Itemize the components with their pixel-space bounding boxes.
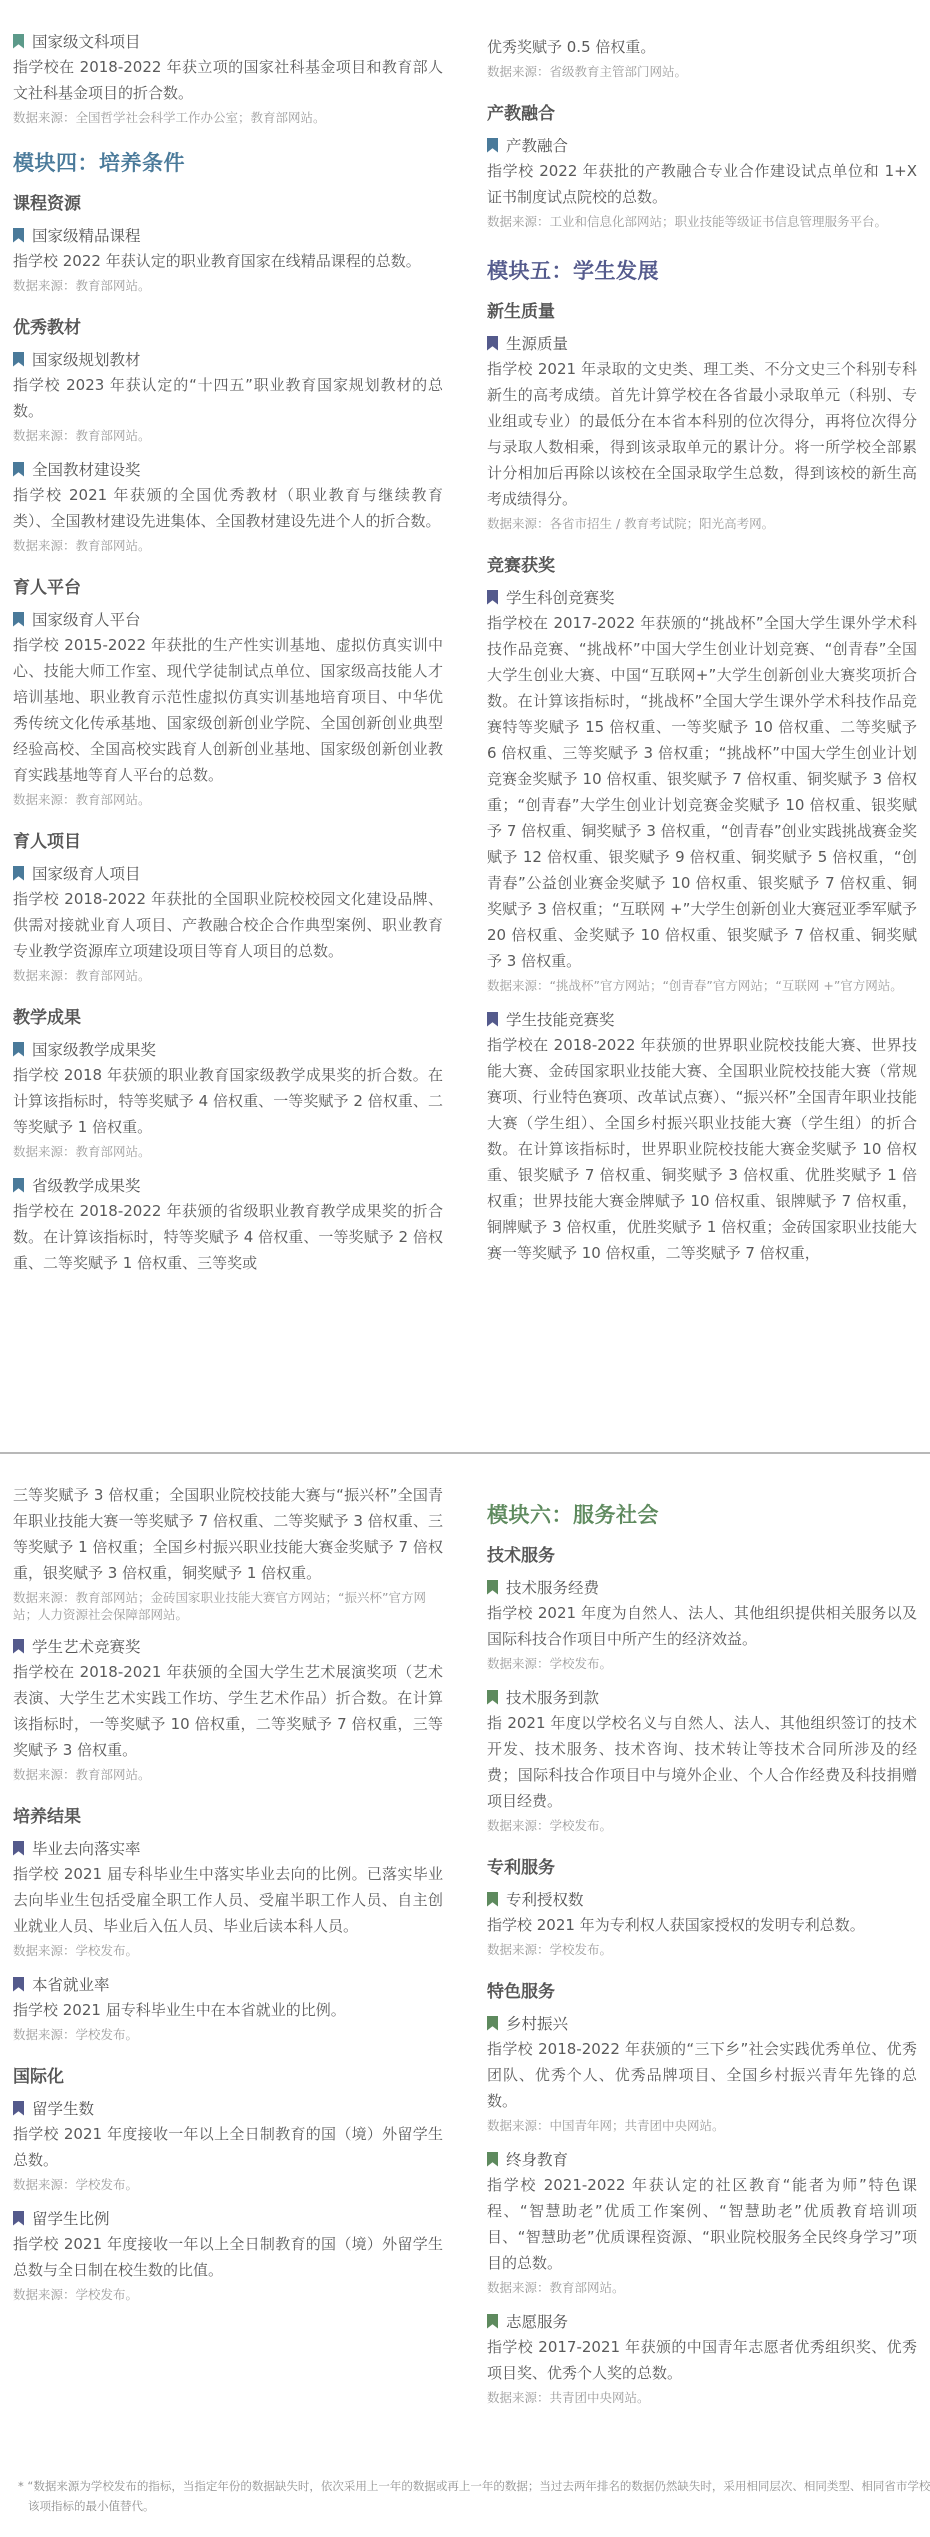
bookmark-icon: [13, 2101, 24, 2116]
bookmark-icon: [487, 1892, 498, 1907]
section-title: 育人项目: [13, 832, 81, 852]
indicator-name: 留学生数: [32, 2100, 95, 2118]
bottom-right-column: [487, 1474, 917, 2418]
indicator-source: 数据来源：学校发布。: [13, 2287, 139, 2302]
indicator-name: 省级教学成果奖: [32, 1177, 141, 1195]
bookmark-icon: [13, 866, 24, 881]
bookmark-icon: [13, 1042, 24, 1057]
indicator: [487, 1886, 917, 1958]
indicator-source: 数据来源：工业和信息化部网站；职业技能等级证书信息管理服务平台。: [487, 214, 888, 229]
section-title: 国际化: [13, 2067, 64, 2087]
indicator: [487, 2010, 917, 2134]
indicator-source: 数据来源：学校发布。: [487, 1818, 613, 1833]
indicator-desc: 指学校 2018-2022 年获颁的“三下乡”社会实践优秀单位、优秀团队、优秀个人、优秀品牌项目、全国乡村振兴青年先锋的总数。: [487, 2040, 917, 2110]
indicator-desc-continued: 优秀奖赋予 0.5 倍权重。: [487, 38, 656, 56]
indicator-name: 生源质量: [506, 335, 569, 353]
indicator-name: 技术服务到款: [506, 1689, 600, 1707]
indicator: [13, 1633, 443, 1783]
indicator-name: 产教融合: [506, 137, 569, 155]
section-title: 培养结果: [13, 1807, 81, 1827]
indicator-source: 数据来源：共青团中央网站。: [487, 2390, 650, 2405]
indicator: [13, 222, 443, 294]
indicator-desc: 指学校 2021 年录取的文史类、理工类、不分文史三个科别专科新生的高考成绩。首先计算学校在各省最小录取单元（科别、专业组或专业）的最低分在本省本科别的位次得分，再将位次得分与录取人数相乘，得到该录取单元的累计分。将一所学校全部累计分相加后再除以该校在全国录取学生总数，得到该校的新生高考成绩得分。: [487, 360, 917, 508]
section-title: 新生质量: [487, 302, 555, 322]
indicator-desc: 指学校在 2017-2022 年获颁的“挑战杯”全国大学生课外学术科技作品竞赛、“挑战杯”中国大学生创业计划竞赛、“创青春”全国大学生创业大赛、中国“互联网+”大学生创新创业大赛奖项折合数。在计算该指标时，“挑战杯”全国大学生课外学术科技作品竞赛特等奖赋予 15 倍权重、一等奖赋予 10 倍权重、二等奖赋予 6 倍权重、三等奖赋予 3 倍权重；“挑战杯”中国大学生创业计划竞赛金奖赋予 10 倍权重、银奖赋予 7 倍权重、铜奖赋予 3 倍权重；“创青春”大学生创业计划竞赛金奖赋予 10 倍权重、银奖赋予 7 倍权重、铜奖赋予 3 倍权重，“创青春”创业实践挑战赛金奖赋予 12 倍权重、银奖赋予 9 倍权重、铜奖赋予 5 倍权重，“创青春”公益创业赛金奖赋予 10 倍权重、银奖赋予 7 倍权重、铜奖赋予 3 倍权重；“互联网 +”大学生创新创业大赛冠亚季军赋予 20 倍权重、金奖赋予 10 倍权重、银奖赋予 7 倍权重、铜奖赋予 3 倍权重。: [487, 614, 917, 970]
indicator-desc: 指学校在 2018-2022 年获立项的国家社科基金项目和教育部人文社科基金项目的折合数。: [13, 58, 443, 102]
indicator-source: 数据来源：教育部网站。: [13, 1144, 151, 1159]
indicator-name: 乡村振兴: [506, 2015, 569, 2033]
indicator: [13, 456, 443, 554]
indicator-source: 数据来源：教育部网站。: [13, 792, 151, 807]
bookmark-icon: [13, 34, 24, 49]
indicator-desc: 指学校 2021 届专科毕业生中在本省就业的比例。: [13, 2001, 346, 2019]
indicator-desc: 指学校 2021 年获颁的全国优秀教材（职业教育与继续教育类）、全国教材建设先进集体、全国教材建设先进个人的折合数。: [13, 486, 443, 530]
bookmark-icon: [13, 462, 24, 477]
indicator-name: 毕业去向落实率: [32, 1840, 141, 1858]
bookmark-icon: [487, 138, 498, 153]
indicator-desc: 指学校 2021 年度接收一年以上全日制教育的国（境）外留学生总数与全日制在校生数的比值。: [13, 2235, 443, 2279]
bookmark-icon: [487, 1012, 498, 1027]
bookmark-icon: [487, 1690, 498, 1705]
indicator-name: 学生科创竞赛奖: [506, 589, 615, 607]
indicator: [13, 2095, 443, 2193]
indicator-name: 国家级教学成果奖: [32, 1041, 157, 1059]
indicator: [487, 1574, 917, 1672]
indicator-desc: 指学校 2022 年获认定的职业教育国家在线精品课程的总数。: [13, 252, 421, 270]
bottom-left-column: [13, 1474, 443, 2315]
bookmark-icon: [13, 612, 24, 627]
module-title-4: 模块四：培养条件: [13, 151, 185, 175]
indicator-desc: 指学校 2023 年获认定的“十四五”职业教育国家规划教材的总数。: [13, 376, 443, 420]
indicator: [13, 606, 443, 808]
indicator-desc: 指学校在 2018-2022 年获颁的世界职业院校技能大赛、世界技能大赛、金砖国家职业技能大赛、全国职业院校技能大赛（常规赛项、行业特色赛项、改革试点赛）、“振兴杯”全国青年职业技能大赛（学生组）、全国乡村振兴职业技能大赛（学生组）的折合数。在计算该指标时，世界职业院校技能大赛金奖赋予 10 倍权重、银奖赋予 7 倍权重、铜奖赋予 3 倍权重、优胜奖赋予 1 倍权重；世界技能大赛金牌赋予 10 倍权重、银牌赋予 7 倍权重，铜牌赋予 3 倍权重，优胜奖赋予 1 倍权重；金砖国家职业技能大赛一等奖赋予 10 倍权重，二等奖赋予 7 倍权重，: [487, 1036, 917, 1262]
indicator-name: 全国教材建设奖: [32, 461, 141, 479]
indicator-source: 数据来源：教育部网站。: [13, 968, 151, 983]
indicator-desc: 指学校 2021-2022 年获认定的社区教育“能者为师”特色课程、“智慧助老”优质工作案例、“智慧助老”优质教育培训项目、“智慧助老”优质课程资源、“职业院校服务全民终身学习”项目的总数。: [487, 2176, 917, 2272]
indicator: [13, 1835, 443, 1959]
bookmark-icon: [13, 1178, 24, 1193]
indicator: [487, 132, 917, 230]
indicator-name: 国家级精品课程: [32, 227, 141, 245]
indicator-source: 数据来源：省级教育主管部门网站。: [487, 64, 688, 79]
indicator: [487, 1006, 917, 1266]
indicator-source: 数据来源：学校发布。: [487, 1942, 613, 1957]
top-left-column: [13, 28, 443, 1288]
indicator-desc: 指学校 2015-2022 年获批的生产性实训基地、虚拟仿真实训中心、技能大师工作室、现代学徒制试点单位、国家级高技能人才培训基地、职业教育示范性虚拟仿真实训基地培育项目、中华优秀传统文化传承基地、国家级创新创业学院、全国创新创业典型经验高校、全国高校实践育人创新创业基地、国家级创新创业教育实践基地等育人平台的总数。: [13, 636, 443, 784]
indicator-source: 数据来源：学校发布。: [13, 2177, 139, 2192]
bookmark-icon: [13, 1977, 24, 1992]
indicator-desc: 指学校 2018-2022 年获批的全国职业院校校园文化建设品牌、供需对接就业育人项目、产教融合校企合作典型案例、职业教育专业教学资源库立项建设项目等育人项目的总数。: [13, 890, 443, 960]
indicator-name: 志愿服务: [506, 2313, 569, 2331]
indicator-name: 国家级文科项目: [32, 33, 141, 51]
indicator-name: 国家级规划教材: [32, 351, 141, 369]
indicator-source: 数据来源：各省市招生 / 教育考试院；阳光高考网。: [487, 516, 775, 531]
bookmark-icon: [487, 1580, 498, 1595]
section-title: 优秀教材: [13, 318, 81, 338]
indicator-source: 数据来源：教育部网站；金砖国家职业技能大赛官方网站；“振兴杯”官方网站；人力资源社会保障部网站。: [13, 1590, 426, 1622]
section-title: 育人平台: [13, 578, 81, 598]
indicator-name: 技术服务经费: [506, 1579, 600, 1597]
top-right-column: [487, 28, 917, 1278]
indicator-source: 数据来源：教育部网站。: [487, 2280, 625, 2295]
indicator-desc: 指 2021 年度以学校名义与自然人、法人、其他组织签订的技术开发、技术服务、技术咨询、技术转让等技术合同所涉及的经费；国际科技合作项目中与境外企业、个人合作经费及科技捐赠项目经费。: [487, 1714, 917, 1810]
indicator: [487, 584, 917, 994]
indicator-name: 专利授权数: [506, 1891, 584, 1909]
indicator-source: 数据来源：全国哲学社会科学工作办公室；教育部网站。: [13, 110, 326, 125]
indicator: [13, 1172, 443, 1276]
indicator-desc: 指学校 2021 年度为自然人、法人、其他组织提供相关服务以及国际科技合作项目中所产生的经济效益。: [487, 1604, 917, 1648]
indicator-name: 终身教育: [506, 2151, 569, 2169]
section-title: 技术服务: [487, 1546, 555, 1566]
indicator-name: 国家级育人平台: [32, 611, 141, 629]
indicator-desc: 指学校 2021 年为专利权人获国家授权的发明专利总数。: [487, 1916, 865, 1934]
section-title: 竞赛获奖: [487, 556, 555, 576]
indicator-name: 本省就业率: [32, 1976, 110, 1994]
indicator: [487, 2308, 917, 2406]
indicator-source: 数据来源：教育部网站。: [13, 278, 151, 293]
section-title: 专利服务: [487, 1858, 555, 1878]
indicator-desc: 指学校在 2018-2021 年获颁的全国大学生艺术展演奖项（艺术表演、大学生艺术实践工作坊、学生艺术作品）折合数。在计算该指标时，一等奖赋予 10 倍权重，二等奖赋予 7 倍权重，三等奖赋予 3 倍权重。: [13, 1663, 443, 1759]
section-title: 产教融合: [487, 104, 555, 124]
indicator-desc: 指学校 2021 届专科毕业生中落实毕业去向的比例。已落实毕业去向毕业生包括受雇全职工作人员、受雇半职工作人员、自主创业就业人员、毕业后入伍人员、毕业后读本科人员。: [13, 1865, 443, 1935]
footnote: * “数据来源为学校发布的指标，当指定年份的数据缺失时，依次采用上一年的数据或再上一年的数据；当过去两年排名的数据仍然缺失时，采用相同层次、相同类型、相同省市学校该项指标的最小值替代。: [18, 2479, 930, 2513]
indicator-source: 数据来源：教育部网站。: [13, 428, 151, 443]
indicator: [13, 2205, 443, 2303]
indicator-desc: 指学校 2018 年获颁的职业教育国家级教学成果奖的折合数。在计算该指标时，特等奖赋予 4 倍权重、一等奖赋予 2 倍权重、二等奖赋予 1 倍权重。: [13, 1066, 443, 1136]
indicator-source: 数据来源：教育部网站。: [13, 1767, 151, 1782]
bookmark-icon: [487, 336, 498, 351]
indicator-desc: 指学校 2021 年度接收一年以上全日制教育的国（境）外留学生总数。: [13, 2125, 443, 2169]
indicator: [487, 1684, 917, 1834]
bookmark-icon: [13, 2211, 24, 2226]
indicator-source: 数据来源：“挑战杯”官方网站；“创青春”官方网站；“互联网 +”官方网站。: [487, 978, 903, 993]
indicator-source: 数据来源：学校发布。: [13, 1943, 139, 1958]
indicator-source: 数据来源：学校发布。: [13, 2027, 139, 2042]
indicator-name: 留学生比例: [32, 2210, 110, 2228]
bookmark-icon: [487, 2016, 498, 2031]
indicator: [13, 346, 443, 444]
indicator-desc: 指学校 2017-2021 年获颁的中国青年志愿者优秀组织奖、优秀项目奖、优秀个人奖的总数。: [487, 2338, 917, 2382]
indicator: [13, 1971, 443, 2043]
bookmark-icon: [13, 1639, 24, 1654]
module-title-6: 模块六：服务社会: [487, 1503, 659, 1527]
indicator-source: 数据来源：教育部网站。: [13, 538, 151, 553]
indicator-name: 学生艺术竞赛奖: [32, 1638, 141, 1656]
indicator: [13, 860, 443, 984]
indicator: [487, 330, 917, 532]
section-title: 特色服务: [487, 1982, 555, 2002]
bookmark-icon: [487, 2152, 498, 2167]
indicator: [13, 1036, 443, 1160]
indicator-desc: 指学校 2022 年获批的产教融合专业合作建设试点单位和 1+X 证书制度试点院校的总数。: [487, 162, 917, 206]
indicator-source: 数据来源：学校发布。: [487, 1656, 613, 1671]
bookmark-icon: [487, 590, 498, 605]
indicator-name: 学生技能竞赛奖: [506, 1011, 615, 1029]
indicator-desc-continued: 三等奖赋予 3 倍权重；全国职业院校技能大赛与“振兴杯”全国青年职业技能大赛一等奖赋予 7 倍权重、二等奖赋予 3 倍权重、三等奖赋予 1 倍权重；全国乡村振兴职业技能大赛金奖赋予 7 倍权重，银奖赋予 3 倍权重，铜奖赋予 1 倍权重。: [13, 1486, 443, 1582]
indicator-source: 数据来源：中国青年网；共青团中央网站。: [487, 2118, 725, 2133]
module-title-5: 模块五：学生发展: [487, 259, 659, 283]
bookmark-icon: [487, 2314, 498, 2329]
bookmark-icon: [13, 228, 24, 243]
bookmark-icon: [13, 352, 24, 367]
indicator: [487, 2146, 917, 2296]
indicator-national-humanities-projects: [13, 28, 443, 126]
page-bottom: [0, 1454, 930, 2537]
bookmark-icon: [13, 1841, 24, 1856]
indicator-name: 国家级育人项目: [32, 865, 141, 883]
section-title: 课程资源: [13, 194, 81, 214]
section-title: 教学成果: [13, 1008, 81, 1028]
indicator-desc: 指学校在 2018-2022 年获颁的省级职业教育教学成果奖的折合数。在计算该指标时，特等奖赋予 4 倍权重、一等奖赋予 2 倍权重、二等奖赋予 1 倍权重、三等奖或: [13, 1202, 443, 1272]
